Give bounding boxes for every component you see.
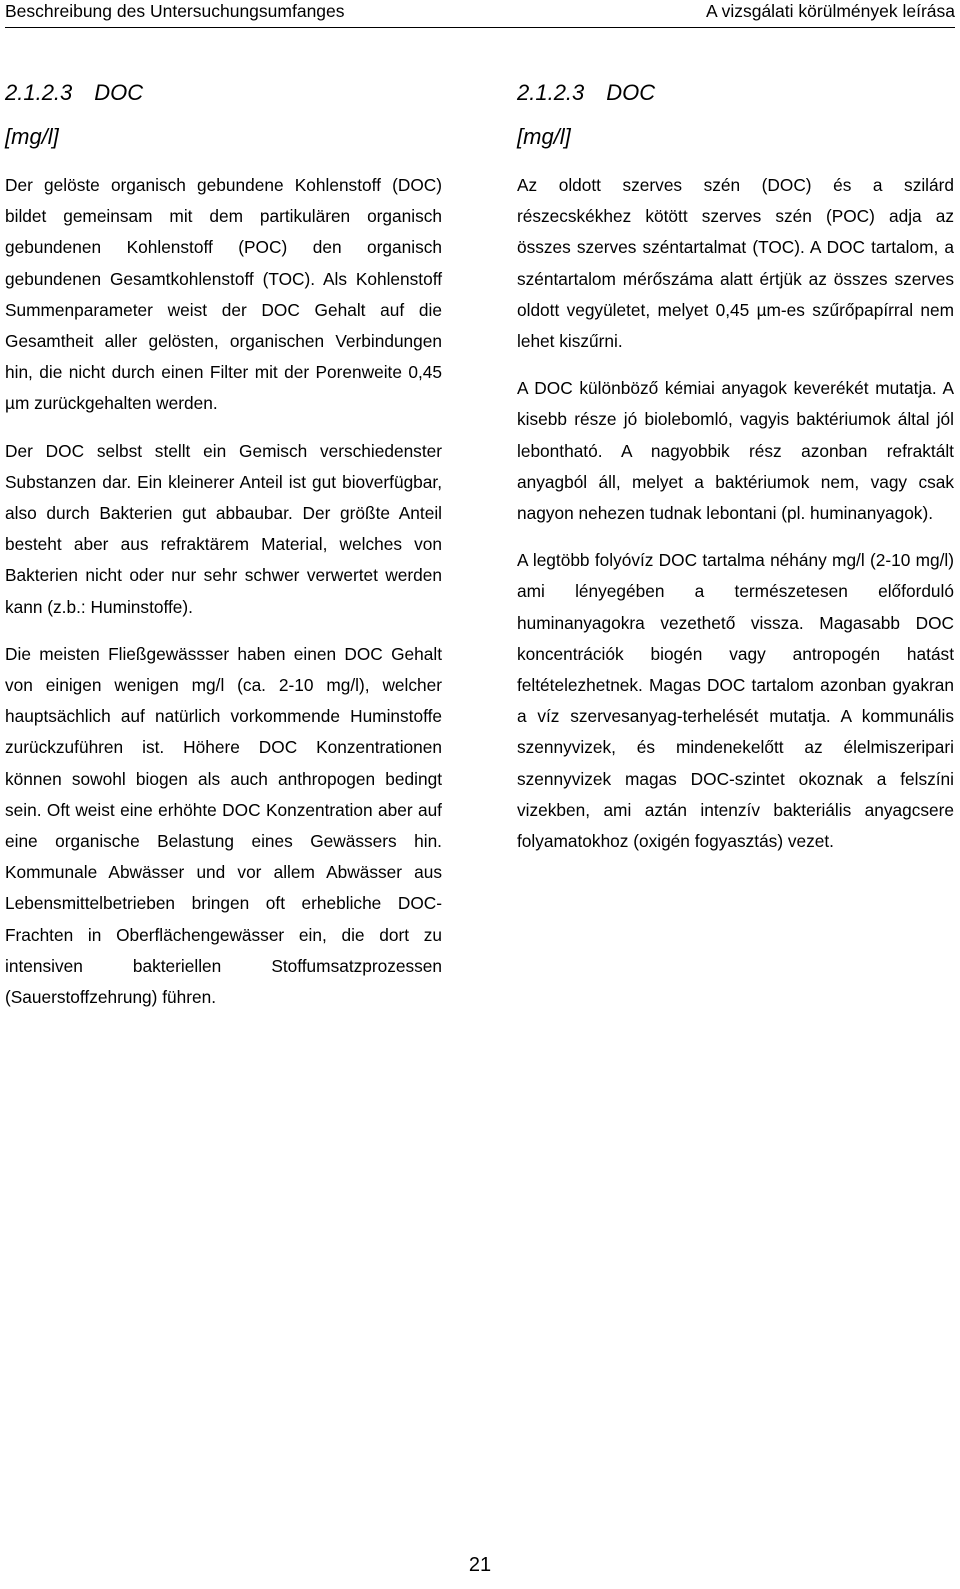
hungarian-paragraph-1: Az oldott szerves szén (DOC) és a szilárd részecskékhez kötött szerves szén (POC) adja az összes szerves széntartalmat (TOC). A DOC tartalom, a széntartalom mérőszáma alatt értjük az összes szerves oldott vegyületet, melyet 0,45 µm-es szűrőpapírral nem lehet kiszűrni. [517,175,954,352]
german-section-number: 2.1.2.3 [5,80,73,105]
hungarian-paragraph-2: A DOC különböző kémiai anyagok keverékét mutatja. A kisebb része jó biolebomló, vagyis baktériumok által jól lebontható. A nagyobbik rész azonban refraktált anyagból áll, melyet a baktériumok nem, vagy csak nagyon nehezen tudnak lebontani (pl. huminanyagok). [517,378,954,524]
header-right-title: A vizsgálati körülmények leírása [706,1,955,21]
hungarian-paragraph-3: A legtöbb folyóvíz DOC tartalma néhány mg/l (2-10 mg/l) ami lényegében a természetesen előforduló huminanyagokra vezethető vissza. Magasabb DOC koncentrációk biogén vagy antropogén hatást feltételezhetnek. Magas DOC tartalom azonban gyakran a víz szervesanyag-terhelését mutatja. A kommunális szennyvizek, és mindenekelőtt az élelmiszeripari szennyvizek magas DOC-szintet okoznak a felszíni vizekben, ami aztán intenzív bakteriális anyagcsere folyamatokhoz (oxigén fogyasztás) vezet. [517,550,954,852]
hungarian-unit: [mg/l] [517,124,571,149]
hungarian-section-title: DOC [606,80,656,105]
german-paragraph-1: Der gelöste organisch gebundene Kohlenstoff (DOC) bildet gemeinsam mit dem partikulären organisch gebundenen Kohlenstoff (POC) den organisch gebundenen Gesamtkohlenstoff (TOC). Als Kohlenstoff Summenparameter weist der DOC Gehalt auf die Gesamtheit aller gelösten, organischen Verbindungen hin, die nicht durch einen Filter mit der Porenweite 0,45 µm zurückgehalten werden. [5,175,442,414]
running-header [5,0,955,28]
header-left-title: Beschreibung des Untersuchungsumfanges [5,1,345,21]
german-paragraph-3: Die meisten Fließgewässser haben einen DOC Gehalt von einigen wenigen mg/l (ca. 2-10 mg/l), welcher hauptsächlich auf natürlich vorkommende Huminstoffe zurückzuführen ist. Höhere DOC Konzentrationen können sowohl biogen als auch anthropogen bedingt sein. Oft weist eine erhöhte DOC Konzentration aber auf eine organische Belastung eines Gewässers hin. Kommunale Abwässer und vor allem Abwässer aus Lebensmittelbetrieben bringen oft erhebliche DOC- Frachten in Oberflächengewässer ein, die dort zu intensiven bakteriellen Stoffumsatzprozessen (Sauerstoffzehrung) führen. [5,643,442,1008]
german-paragraph-2: Der DOC selbst stellt ein Gemisch verschiedenster Substanzen dar. Ein kleinerer Anteil ist gut bioverfügbar, also durch Bakterien gut abbaubar. Der größte Anteil besteht aber aus refraktärem Material, welches von Bakterien nicht oder nur sehr schwer verwertet werden kann (z.b.: Huminstoffe). [5,440,442,617]
hungarian-section-number: 2.1.2.3 [517,80,585,105]
hungarian-section-heading [517,76,954,110]
german-section-heading [5,76,442,110]
hungarian-column [517,76,954,873]
german-column [5,76,442,1029]
german-unit: [mg/l] [5,124,59,149]
german-section-title: DOC [94,80,144,105]
page-number [0,1552,960,1578]
page-number-text: 21 [468,1554,492,1576]
